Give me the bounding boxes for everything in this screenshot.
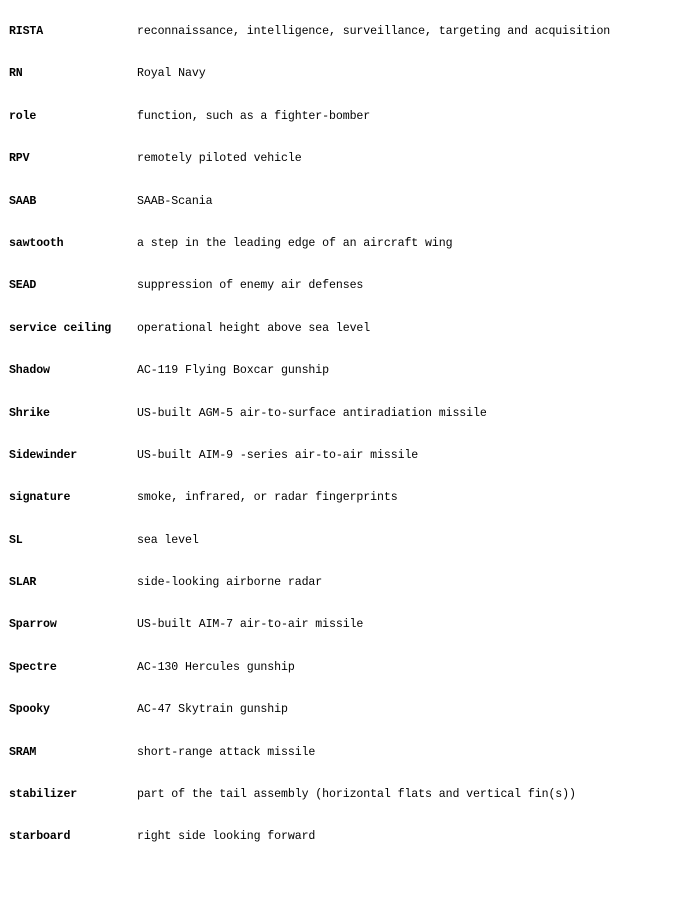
glossary-definition: AC-119 Flying Boxcar gunship xyxy=(137,364,330,378)
glossary-entry xyxy=(9,491,693,533)
glossary-definition: AC-47 Skytrain gunship xyxy=(137,703,288,717)
glossary-term: Spooky xyxy=(9,703,50,717)
glossary-term: SEAD xyxy=(9,279,37,293)
glossary-definition: short-range attack missile xyxy=(137,745,316,759)
glossary-definition: part of the tail assembly (horizontal flats and vertical fin(s)) xyxy=(137,788,576,802)
glossary-definition: remotely piloted vehicle xyxy=(137,152,302,166)
glossary-entry xyxy=(9,661,693,703)
glossary-list xyxy=(9,25,693,873)
glossary-term: Sidewinder xyxy=(9,448,78,462)
glossary-definition: right side looking forward xyxy=(137,830,316,844)
glossary-definition: operational height above sea level xyxy=(137,321,371,335)
glossary-entry xyxy=(9,237,693,279)
glossary-term: stabilizer xyxy=(9,788,78,802)
glossary-definition: a step in the leading edge of an aircraft wing xyxy=(137,236,453,250)
glossary-entry xyxy=(9,407,693,449)
glossary-entry xyxy=(9,534,693,576)
glossary-term: RN xyxy=(9,67,23,81)
glossary-definition: side-looking airborne radar xyxy=(137,576,323,590)
glossary-term: Spectre xyxy=(9,660,57,674)
glossary-entry xyxy=(9,364,693,406)
glossary-definition: US-built AIM-9 -series air-to-air missile xyxy=(137,448,419,462)
glossary-entry xyxy=(9,788,693,830)
glossary-term: SLAR xyxy=(9,576,37,590)
glossary-term: SRAM xyxy=(9,745,37,759)
glossary-term: role xyxy=(9,109,37,123)
glossary-entry xyxy=(9,25,693,67)
glossary-definition: SAAB-Scania xyxy=(137,194,213,208)
glossary-term: signature xyxy=(9,491,71,505)
glossary-term: RPV xyxy=(9,152,30,166)
glossary-term: SL xyxy=(9,533,23,547)
glossary-term: Sparrow xyxy=(9,618,57,632)
glossary-entry xyxy=(9,322,693,364)
glossary-term: service ceiling xyxy=(9,321,112,335)
glossary-entry xyxy=(9,152,693,194)
glossary-entry xyxy=(9,830,693,872)
glossary-entry xyxy=(9,703,693,745)
glossary-definition: US-built AIM-7 air-to-air missile xyxy=(137,618,364,632)
glossary-definition: smoke, infrared, or radar fingerprints xyxy=(137,491,398,505)
glossary-definition: Royal Navy xyxy=(137,67,206,81)
glossary-term: Shadow xyxy=(9,364,50,378)
glossary-entry xyxy=(9,618,693,660)
glossary-definition: reconnaissance, intelligence, surveillance, targeting and acquisition xyxy=(137,25,611,38)
glossary-entry xyxy=(9,576,693,618)
glossary-entry xyxy=(9,195,693,237)
glossary-definition: sea level xyxy=(137,533,199,547)
glossary-term: RISTA xyxy=(9,25,44,38)
glossary-definition: function, such as a fighter-bomber xyxy=(137,109,371,123)
glossary-entry xyxy=(9,746,693,788)
glossary-definition: AC-130 Hercules gunship xyxy=(137,660,295,674)
glossary-term: Shrike xyxy=(9,406,50,420)
glossary-definition: US-built AGM-5 air-to-surface antiradiation missile xyxy=(137,406,487,420)
glossary-entry xyxy=(9,110,693,152)
glossary-entry xyxy=(9,449,693,491)
glossary-entry xyxy=(9,67,693,109)
glossary-entry xyxy=(9,279,693,321)
glossary-term: starboard xyxy=(9,830,71,844)
glossary-definition: suppression of enemy air defenses xyxy=(137,279,364,293)
glossary-term: SAAB xyxy=(9,194,37,208)
glossary-term: sawtooth xyxy=(9,236,64,250)
